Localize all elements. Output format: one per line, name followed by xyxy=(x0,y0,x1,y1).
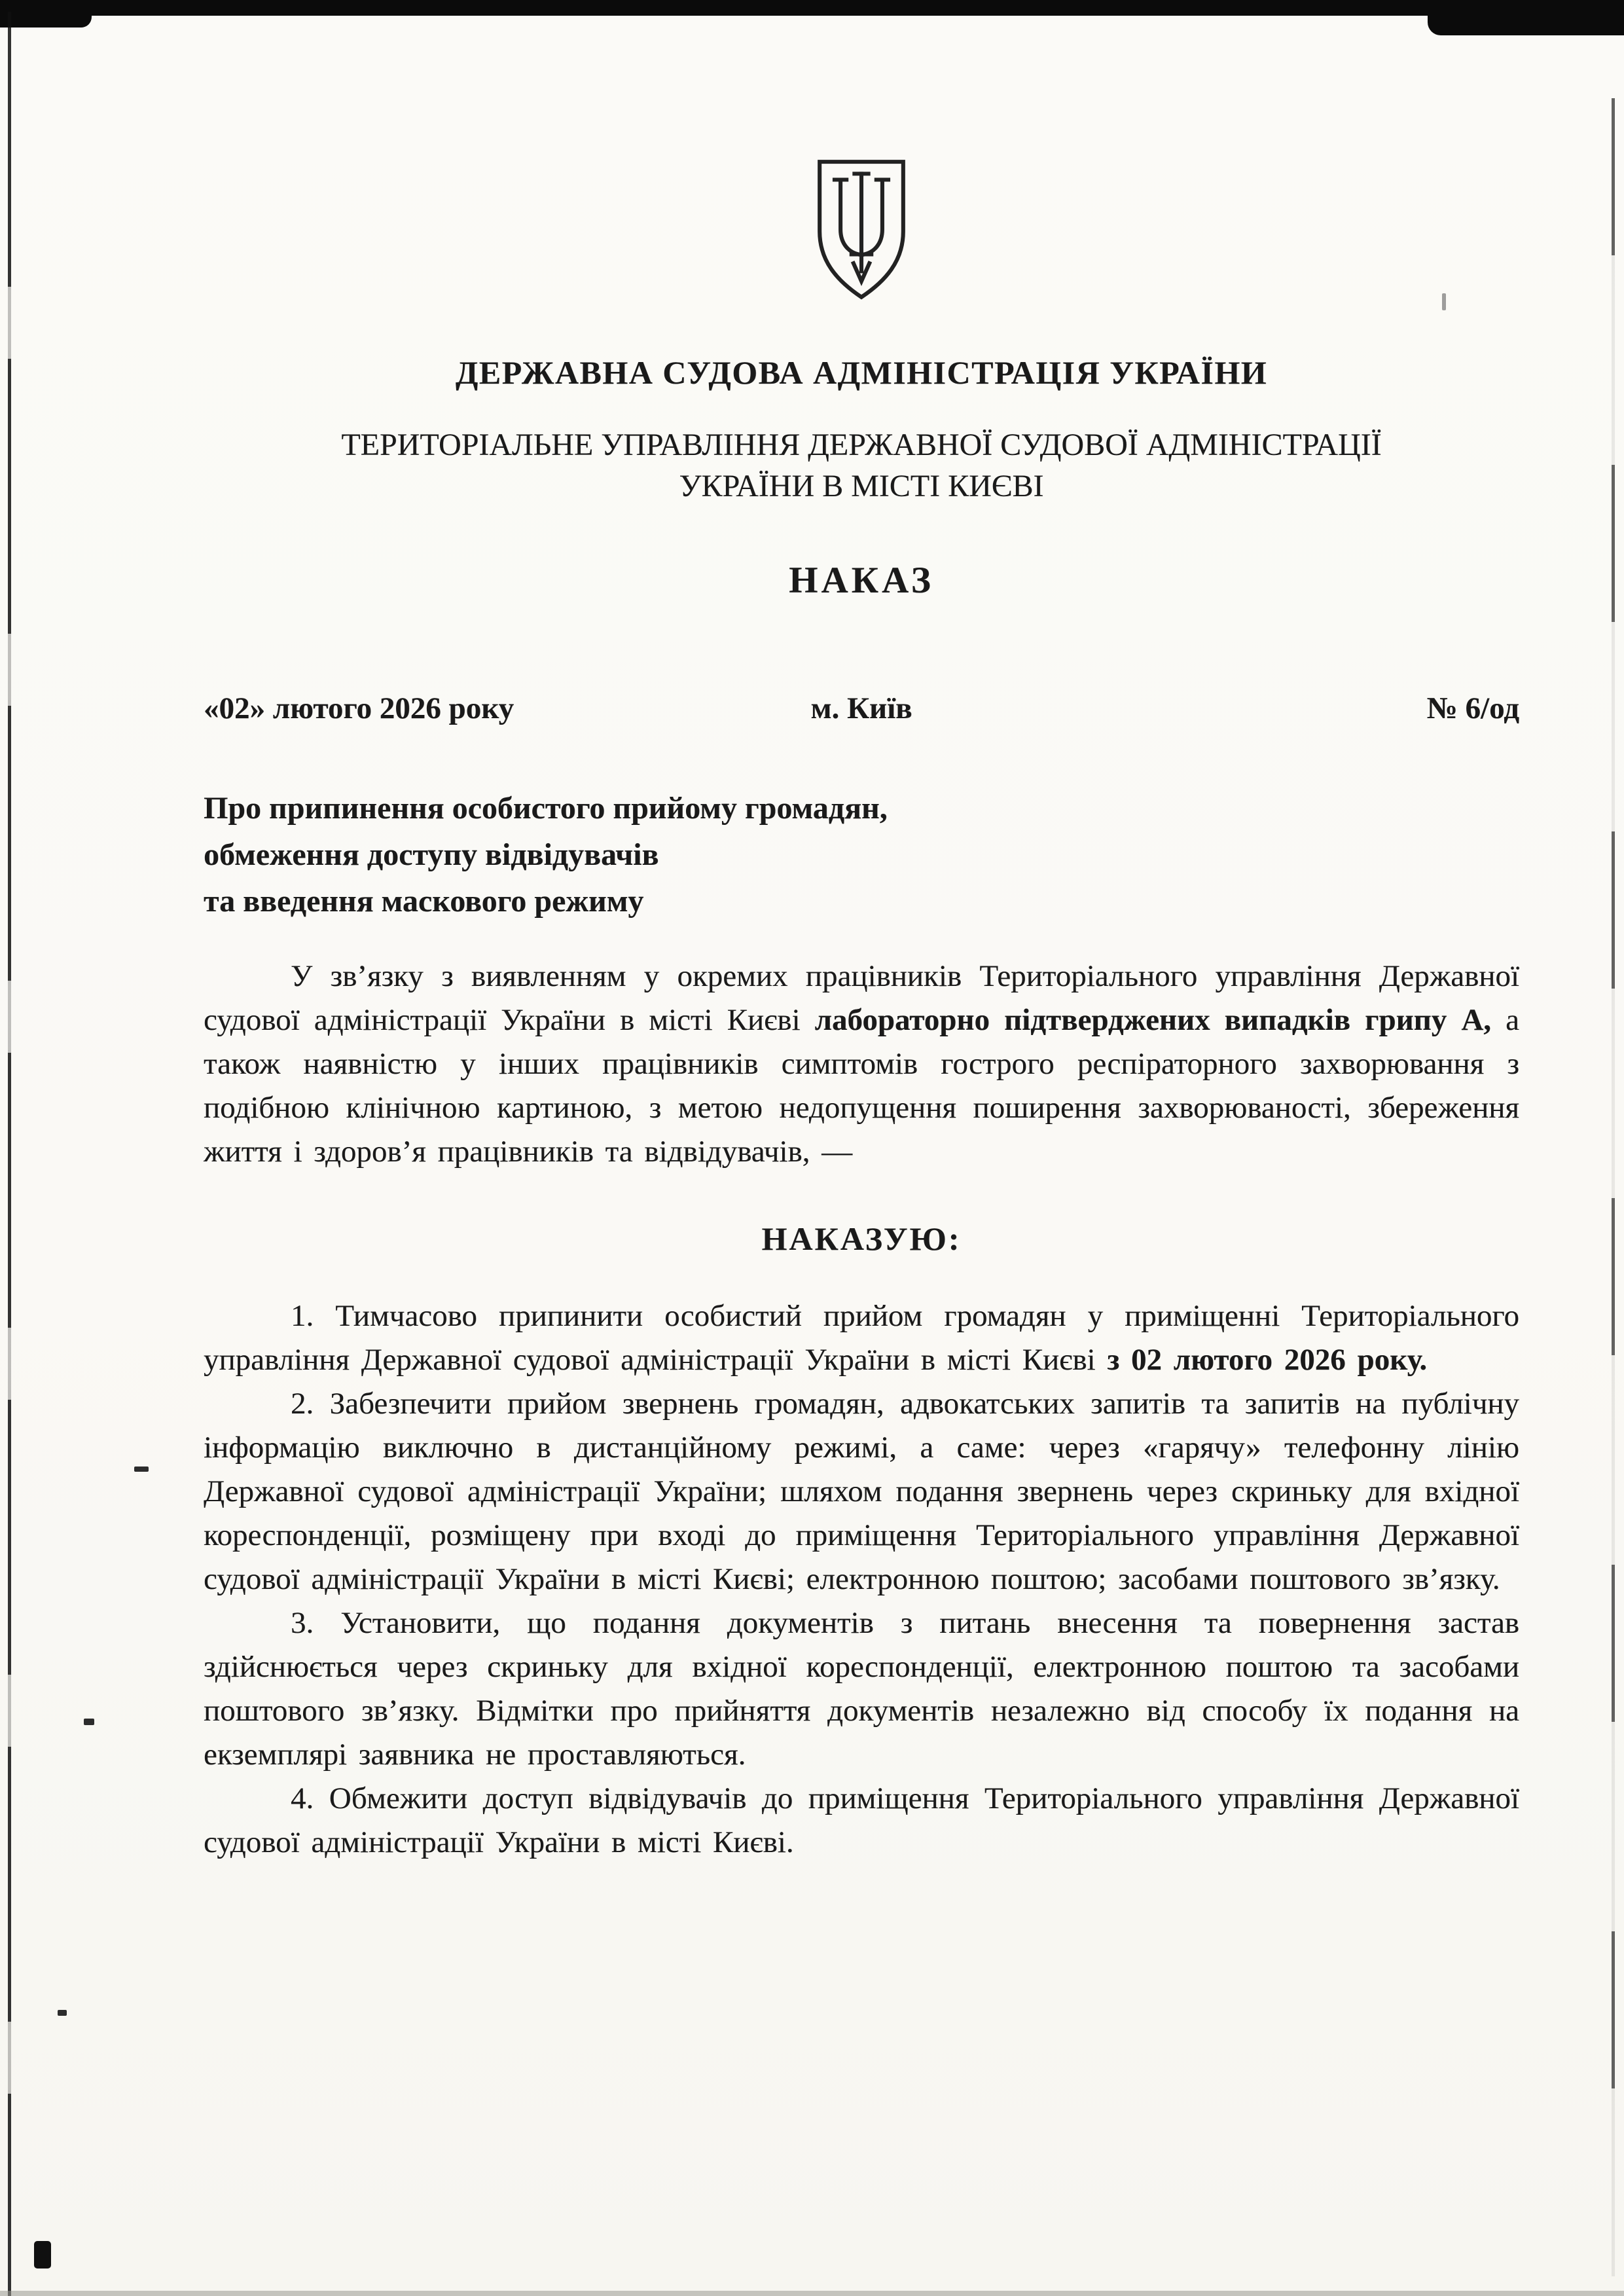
scan-edge-top-left xyxy=(0,0,92,27)
scan-edge-right xyxy=(1612,98,1615,2276)
document-type-title: НАКАЗ xyxy=(789,560,934,601)
document-place: м. Київ xyxy=(810,691,912,725)
order-item-3: 3. Установити, що подання документів з питань внесення та повернення застав здійснюється через скриньку для вхідної кореспонденції, електронною поштою та засобами поштового зв’язку. Відмітки про прийняття документів незалежно від способу їх подання на екземплярі заявника не проставляються. xyxy=(204,1606,1519,1772)
document-number: № 6/од xyxy=(1426,691,1519,725)
document-header xyxy=(204,156,1519,602)
document-meta-row xyxy=(204,691,1519,726)
territorial-office-name-line-1: ТЕРИТОРІАЛЬНЕ УПРАВЛІННЯ ДЕРЖАВНОЇ СУДОВОЇ АДМІНІСТРАЦІЇ xyxy=(341,428,1382,462)
scan-edge-left xyxy=(8,12,11,2296)
order-item-2: 2. Забезпечити прийом звернень громадян, адвокатських запитів та запитів на публічну інформацію виключно в дистанційному режимі, а саме: через «гарячу» телефонну лінію Державної судової адміністрації України; шляхом подання звернень через скриньку для вхідної кореспонденції, розміщену при вході до приміщення Територіального управління Державної судової адміністрації України в місті Києві; електронною поштою; засобами поштового зв’язку. xyxy=(204,1387,1519,1596)
scan-noise-speck xyxy=(134,1467,149,1472)
document-date: «02» лютого 2026 року xyxy=(204,691,514,725)
subject-line-2: обмеження доступу відвідувачів xyxy=(204,837,659,872)
preamble-paragraph: У зв’язку з виявленням у окремих працівників Територіального управління Державної судової адміністрації України в місті Києві лабораторно підтверджених випадків грипу А, а також наявністю у інших працівників симптомів гострого респіраторного захворювання з подібною клінічною картиною, з метою недопущення поширення захворюваності, збереження життя і здоров’я працівників та відвідувачів, — xyxy=(204,959,1519,1169)
order-heading: НАКАЗУЮ: xyxy=(761,1220,962,1257)
scan-edge-bottom xyxy=(0,2291,1624,2296)
subject-line-1: Про припинення особистого прийому громадян, xyxy=(204,791,888,826)
document-subject xyxy=(204,785,1519,924)
scan-noise-speck xyxy=(58,2010,67,2016)
order-item-4: 4. Обмежити доступ відвідувачів до приміщення Територіального управління Державної судової адміністрації України в місті Києві. xyxy=(204,1781,1519,1859)
territorial-office-name-line-2: УКРАЇНИ В МІСТІ КИЄВІ xyxy=(679,469,1044,503)
scan-corner-mark xyxy=(34,2241,51,2269)
scan-noise-speck xyxy=(84,1719,94,1725)
territorial-office-name xyxy=(204,424,1519,507)
subject-line-3: та введення маскового режиму xyxy=(204,884,644,919)
organization-name: ДЕРЖАВНА СУДОВА АДМІНІСТРАЦІЯ УКРАЇНИ xyxy=(455,354,1268,391)
ukraine-trident-emblem-icon xyxy=(812,156,911,305)
order-item-1: 1. Тимчасово припинити особистий прийом громадян у приміщенні Територіального управління Державної судової адміністрації України в місті Києві з 02 лютого 2026 року. xyxy=(204,1299,1519,1377)
document-content xyxy=(204,0,1519,1865)
